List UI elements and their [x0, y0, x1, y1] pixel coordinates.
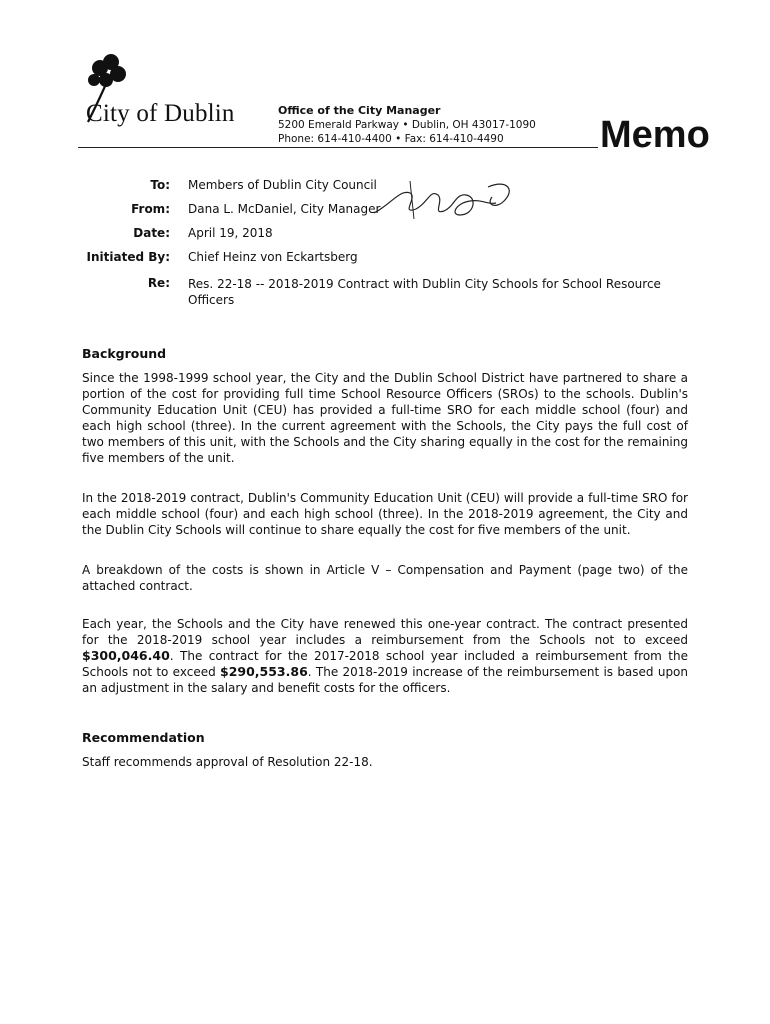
- background-paragraph-2: In the 2018-2019 contract, Dublin's Community Education Unit (CEU) will provide a full-time SRO for each middle school (four) and each high school (three). In the 2018-2019 agreement, the City and the Dublin City Schools will continue to share equally the cost for five members of the unit.: [82, 491, 688, 537]
- reimbursement-2018-2019: $300,046.40: [82, 648, 170, 663]
- initiated-by-label: Initiated By:: [86, 250, 170, 264]
- background-paragraph-1: Since the 1998-1999 school year, the City and the Dublin School District have partnered to share a portion of the cost for providing full time School Resource Officers (SROs) to the schools. Dublin's Community Education Unit (CEU) has provided a full-time SRO for each middle school (four) and each high school (three). In the current agreement with the Schools, the City pays the full cost of two members of this unit, with the Schools and the City sharing equally in the cost for the remaining five members of the unit.: [82, 371, 688, 465]
- recommendation-heading: Recommendation: [82, 730, 205, 745]
- to-value: Members of Dublin City Council: [188, 178, 377, 192]
- to-label: To:: [150, 178, 170, 192]
- from-label: From:: [131, 202, 170, 216]
- reimbursement-2017-2018: $290,553.86: [220, 664, 308, 679]
- office-phone-fax: Phone: 614-410-4400 • Fax: 614-410-4490: [278, 133, 504, 145]
- background-paragraph-4: [82, 616, 688, 696]
- p4-text-c: . The 2018-2019 increase of the reimbursement is based upon an adjustment in the salary and benefit costs for the officers.: [82, 665, 689, 695]
- background-heading: Background: [82, 346, 167, 361]
- background-paragraph-3: A breakdown of the costs is shown in Article V – Compensation and Payment (page two) of the attached contract.: [82, 563, 688, 593]
- recommendation-text: Staff recommends approval of Resolution 22-18.: [82, 755, 373, 769]
- date-label: Date:: [133, 226, 170, 240]
- office-address: 5200 Emerald Parkway • Dublin, OH 43017-1090: [278, 119, 536, 131]
- initiated-by-value: Chief Heinz von Eckartsberg: [188, 250, 358, 264]
- re-value: Res. 22-18 -- 2018-2019 Contract with Dublin City Schools for School Resource Officers: [188, 277, 661, 307]
- from-value: Dana L. McDaniel, City Manager: [188, 202, 381, 216]
- office-title: Office of the City Manager: [278, 104, 441, 117]
- letterhead-rule: [78, 147, 598, 148]
- p4-text-b: . The contract for the 2017-2018 school year included a reimbursement from the Schools not to exceed: [82, 649, 688, 679]
- date-value: April 19, 2018: [188, 226, 273, 240]
- signature: [370, 175, 520, 225]
- re-label: Re:: [147, 276, 170, 290]
- p4-text-a: Each year, the Schools and the City have renewed this one-year contract. The contract presented for the 2018-2019 school year includes a reimbursement from the Schools not to exceed: [82, 617, 688, 647]
- memo-title: Memo: [600, 114, 710, 156]
- city-name: City of Dublin: [86, 100, 235, 127]
